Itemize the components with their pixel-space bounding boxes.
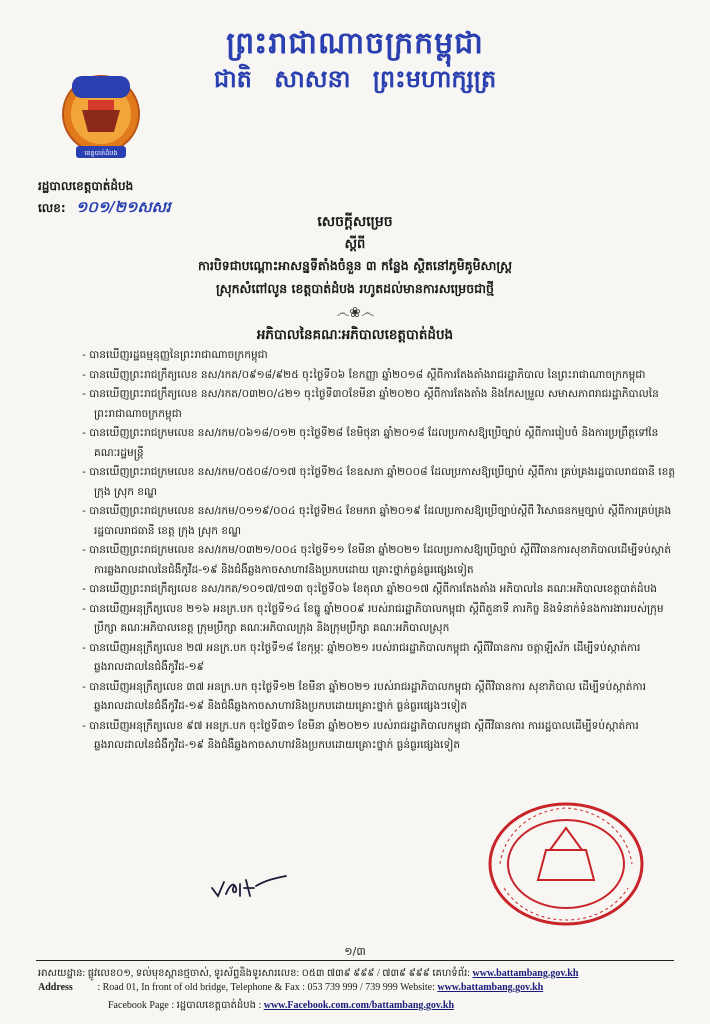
decision-title: សេចក្ដីសម្រេច (317, 214, 393, 230)
provincial-emblem-logo (60, 70, 142, 170)
emblem-text: ខេត្តបាត់ដំបង (84, 149, 118, 157)
facebook-link[interactable]: www.Facebook.com.com/battambang.gov.kh (263, 1000, 455, 1011)
list-item: - បានឃើញព្រះរាជក្រមលេខ នស/រកម/០៣២១/០០៤ ចុះថ្ងៃទី១១ ខែមីនា ឆ្នាំ២០២១ ដែលប្រកាសឱ្យប្រើច្បាប់ ស្ដីពីវិធានការសុខាភិបាលដើម្បីទប់ស្កាត់ការឆ្លងរាលដាលនៃជំងឺកូវីដ-១៩ និងជំងឺឆ្លងកាចសាហាវនិងប្រកបដោយ គ្រោះថ្នាក់ធ្ងន់ធ្ងរផ្សេងទៀត (82, 541, 678, 580)
footer-khmer-address (38, 966, 680, 981)
list-item: - បានឃើញរដ្ឋធម្មនុញ្ញនៃព្រះរាជាណាចក្រកម្ពុជា (82, 346, 678, 366)
subject-label: ស្ដីពី (344, 237, 366, 252)
footer-khmer-text: អាសយដ្ឋាន: ផ្លូវលេខ០១, ទល់មុខស្ពានថ្មចាស់, ទូរស័ព្ទនិងទូរសារលេខ: ០៥៣ ៧៣៩ ៩៩៩ / ៧៣៩ ៩៩៩ គេហទំព័រ: (38, 968, 471, 979)
list-item: - បានឃើញព្រះរាជក្រឹត្យលេខ នស/រកត/០៣២០/៤២១ ចុះថ្ងៃទី៣០ខែមីនា ឆ្នាំ២០២០ ស្ដីពីការតែងតាំង និងកែសម្រួល សមាសភាពរាជរដ្ឋាភិបាលនៃព្រះរាជាណាចក្រកម្ពុជា (82, 385, 678, 424)
official-seal-stamp (486, 800, 646, 928)
national-motto: ជាតិ សាសនា ព្រះមហាក្សត្រ (213, 64, 497, 93)
issuing-authority: រដ្ឋបាលខេត្តបាត់ដំបង (38, 179, 134, 193)
website-link-en[interactable]: www.battambang.gov.kh (437, 982, 544, 993)
list-item: - បានឃើញព្រះរាជក្រមលេខ នស/រកម/០១១៩/០០៤ ចុះថ្ងៃទី២៤ ខែមករា ឆ្នាំ២០១៩ ដែលប្រកាសឱ្យប្រើច្បាប់ស្ដីពី វិសោធនកម្មច្បាប់ ស្ដីពីការគ្រប់គ្រងរដ្ឋបាលរាជធានី ខេត្ត ក្រុង ស្រុក ខណ្ឌ (82, 502, 678, 541)
list-item: - បានឃើញអនុក្រឹត្យលេខ ៩៧ អនក្រ.បក ចុះថ្ងៃទី៣១ ខែមីនា ឆ្នាំ២០២១ របស់រាជរដ្ឋាភិបាលកម្ពុជា ស្ដីពីវិធានការ ការរដ្ឋបាលដើម្បីទប់ស្កាត់ការឆ្លងរាលដាលនៃជំងឺកូវីដ-១៩ និងជំងឺឆ្លងកាចសាហាវនិងប្រកបដោយគ្រោះថ្នាក់ ធ្ងន់ធ្ងរផ្សេងទៀត (82, 717, 678, 756)
list-item: - បានឃើញអនុក្រឹត្យលេខ ២៧ អនក្រ.បក ចុះថ្ងៃទី១៨ ខែកុម្ភៈ ឆ្នាំ២០២១ របស់រាជរដ្ឋាភិបាលកម្ពុជា ស្ដីពីវិធានការ ចត្តាឡីស័ក ដើម្បីទប់ស្កាត់ការឆ្លងរាលដាលនៃជំងឺកូវីដ-១៩ (82, 639, 678, 678)
list-item: - បានឃើញព្រះរាជក្រឹត្យលេខ នស/រកត/១០១៧/៧១៣ ចុះថ្ងៃទី០៦ ខែតុលា ឆ្នាំ២០១៧ ស្ដីពីការតែងតាំង អភិបាលនៃ គណៈអភិបាលខេត្តបាត់ដំបង (82, 580, 678, 600)
kingdom-heading: ព្រះរាជាណាចក្រកម្ពុជា (226, 26, 484, 61)
list-item: - បានឃើញអនុក្រឹត្យលេខ ២១៦ អនក្រ.បក ចុះថ្ងៃទី១៤ ខែធ្នូ ឆ្នាំ២០០៩ របស់រាជរដ្ឋាភិបាលកម្ពុជា ស្ដីពីតួនាទី ភារកិច្ច និងទំនាក់ទំនងការងាររបស់ក្រុមប្រឹក្សា គណៈអភិបាលខេត្ត ក្រុមប្រឹក្សា គណៈអភិបាលក្រុង និងក្រុមប្រឹក្សា គណៈអភិបាលស្រុក (82, 600, 678, 639)
ornament-divider: ෴❀෴ (335, 305, 375, 321)
footer-divider (36, 960, 674, 961)
reference-label: លេខ: (38, 201, 66, 215)
page-number: ១/៣ (344, 945, 366, 958)
footer-english-address (38, 982, 680, 993)
considerations-list (82, 346, 678, 756)
list-item: - បានឃើញព្រះរាជក្រមលេខ នស/រកម/០៥០៨/០១៧ ចុះថ្ងៃទី២៤ ខែឧសភា ឆ្នាំ២០០៨ ដែលប្រកាសឱ្យប្រើច្បាប់ ស្ដីពីការ គ្រប់គ្រងរដ្ឋបាលរាជធានី ខេត្ត ក្រុង ស្រុក ខណ្ឌ (82, 463, 678, 502)
subject-line-1: ការបិទជាបណ្ដោះអាសន្នទីតាំងចំនួន ៣ កន្លែង ស្ថិតនៅភូមិគូមិសាស្ត្រ (197, 258, 513, 273)
list-item: - បានឃើញព្រះរាជក្រឹត្យលេខ នស/រកត/០៩១៨/៩២៥ ចុះថ្ងៃទី០៦ ខែកញ្ញា ឆ្នាំ២០១៨ ស្ដីពីការតែងតាំងរាជរដ្ឋាភិបាល នៃព្រះរាជាណាចក្រកម្ពុជា (82, 366, 678, 386)
governor-heading: អភិបាលនៃគណៈអភិបាលខេត្តបាត់ដំបង (256, 327, 454, 343)
facebook-label: Facebook Page : រដ្ឋបាលខេត្តបាត់ដំបង : (108, 1000, 262, 1011)
website-link[interactable]: www.battambang.gov.kh (472, 968, 579, 979)
list-item: - បានឃើញព្រះរាជក្រមលេខ នស/រកម/០៦១៨/០១២ ចុះថ្ងៃទី២៨ ខែមិថុនា ឆ្នាំ២០១៨ ដែលប្រកាសឱ្យប្រើច្បាប់ ស្ដីពីការរៀបចំ និងការប្រព្រឹត្តទៅនៃគណៈរដ្ឋមន្ត្រី (82, 424, 678, 463)
reference-number: ១០១/២១សសរ (75, 198, 171, 216)
footer-facebook (108, 998, 680, 1013)
list-item: - បានឃើញអនុក្រឹត្យលេខ ៣៧ អនក្រ.បក ចុះថ្ងៃទី១២ ខែមីនា ឆ្នាំ២០២១ របស់រាជរដ្ឋាភិបាលកម្ពុជា ស្ដីពីវិធានការ សុខាភិបាល ដើម្បីទប់ស្កាត់ការឆ្លងរាលដាលនៃជំងឺកូវីដ-១៩ និងជំងឺឆ្លងកាចសាហាវនិងប្រកបដោយគ្រោះថ្នាក់ ធ្ងន់ធ្ងរផ្សេងៗទៀត (82, 678, 678, 717)
handwritten-signature (208, 866, 288, 900)
address-label: Address (38, 982, 73, 993)
address-text: : Road 01, In front of old bridge, Telephone & Fax : 053 739 999 / 739 999 Website: (97, 982, 435, 993)
subject-line-2: ស្រុកសំពៅលូន ខេត្តបាត់ដំបង រហូតដល់មានការសម្រេចជាថ្មី (216, 281, 494, 296)
